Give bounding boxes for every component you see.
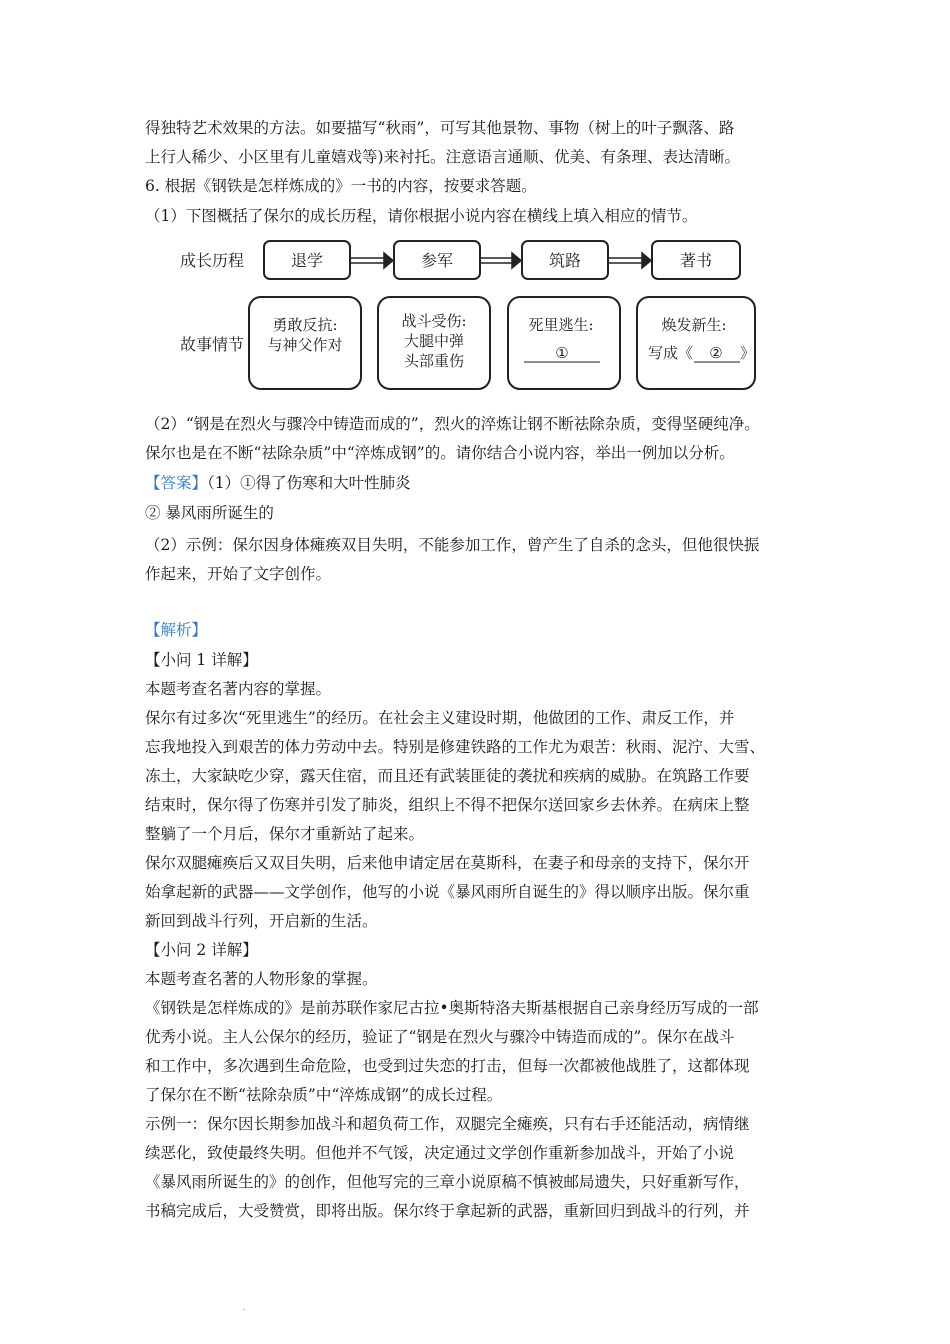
answer-text: （1）①得了伤寒和大叶性肺炎 bbox=[207, 474, 411, 492]
analysis-line: 保尔双腿瘫痪后又双目失明，后来他申请定居在莫斯科，在妻子和母亲的支持下，保尔开 bbox=[145, 854, 750, 872]
row-label-growth: 成长历程 bbox=[180, 251, 245, 270]
analysis-line: 本题考查名著的人物形象的掌握。 bbox=[145, 970, 378, 988]
answer-tag: 【答案】 bbox=[145, 474, 208, 492]
analysis-line: 结束时，保尔得了伤寒并引发了肺炎，组织上不得不把保尔送回家乡去休养。在病床上整 bbox=[145, 796, 750, 814]
plot-text: 勇敢反抗: bbox=[272, 316, 338, 334]
question-title: 6. 根据《钢铁是怎样炼成的》一书的内容，按要求答题。 bbox=[145, 177, 537, 195]
analysis-line: 优秀小说。主人公保尔的经历，验证了“钢是在烈火与骤冷中铸造而成的”。保尔在战斗 bbox=[145, 1028, 735, 1046]
analysis-line: 保尔有过多次“死里逃生”的经历。在社会主义建设时期，他做团的工作、肃反工作，并 bbox=[145, 709, 735, 727]
analysis-line: 示例一：保尔因长期参加战斗和超负荷工作，双腿完全瘫痪，只有右手还能活动，病情继 bbox=[145, 1115, 750, 1133]
analysis-line: 本题考查名著内容的掌握。 bbox=[145, 680, 332, 698]
analysis-line: 整躺了一个月后，保尔才重新站了起来。 bbox=[145, 825, 425, 843]
arrow-icon bbox=[480, 253, 521, 268]
analysis-line: 续恶化，致使最终失明。但他并不气馁，决定通过文学创作重新参加战斗，开始了小说 bbox=[145, 1144, 735, 1162]
analysis-line: 了保尔在不断“祛除杂质”中“淬炼成钢”的成长过程。 bbox=[145, 1086, 503, 1104]
plot-text: 大腿中弹 bbox=[403, 332, 465, 350]
text-line: 得独特艺术效果的方法。如要描写“秋雨”，可写其他景物、事物（树上的叶子飘落、路 bbox=[145, 119, 735, 137]
question-1: （1）下图概括了保尔的成长历程，请你根据小说内容在横线上填入相应的情节。 bbox=[145, 207, 698, 225]
analysis-line: 【小问 1 详解】 bbox=[145, 651, 258, 669]
answer-line: 作起来，开始了文字创作。 bbox=[145, 565, 332, 583]
row-label-plot: 故事情节 bbox=[180, 335, 245, 354]
analysis-line: 忘我地投入到艰苦的体力劳动中去。特别是修建铁路的工作尤为艰苦：秋雨、泥泞、大雪、 bbox=[145, 738, 766, 756]
plot-text: 焕发新生: bbox=[661, 316, 727, 334]
arrow-icon bbox=[608, 253, 651, 268]
plot-text: 战斗受伤: bbox=[401, 312, 467, 330]
plot-box bbox=[508, 297, 620, 389]
analysis-line: 冻土，大家缺吃少穿，露天住宿，而且还有武装匪徒的袭扰和疾病的威胁。在筑路工作要 bbox=[145, 767, 750, 785]
analysis-line: 《暴风雨所诞生的》的创作，但他写完的三章小说原稿不慎被邮局遗失，只好重新写作， bbox=[145, 1173, 750, 1191]
blank-2-label: ② bbox=[709, 344, 723, 362]
plot-text: 头部重伤 bbox=[403, 352, 465, 370]
plot-box bbox=[637, 297, 755, 389]
plot-text: 与神父作对 bbox=[267, 336, 343, 354]
arrow-icon bbox=[350, 253, 393, 268]
plot-text: 死里逃生: bbox=[528, 316, 594, 334]
answer-line bbox=[145, 473, 411, 493]
stage-label: 著书 bbox=[679, 251, 713, 270]
blank-1-label: ① bbox=[555, 344, 569, 362]
question-2: （2）“钢是在烈火与骤冷中铸造而成的”，烈火的淬炼让钢不断祛除杂质，变得坚硬纯净。 bbox=[145, 415, 760, 433]
growth-diagram bbox=[0, 0, 950, 420]
stage-label: 退学 bbox=[290, 251, 324, 270]
plot-text: 》 bbox=[740, 344, 756, 362]
analysis-line: 【小问 2 详解】 bbox=[145, 941, 258, 959]
text-line: 上行人稀少、小区里有儿童嬉戏等)来衬托。注意语言通顺、优美、有条理、表达清晰。 bbox=[145, 148, 741, 166]
analysis-line: 《钢铁是怎样炼成的》是前苏联作家尼古拉•奥斯特洛夫斯基根据自己亲身经历写成的一部 bbox=[145, 999, 759, 1017]
answer-line: ② 暴风雨所诞生的 bbox=[145, 504, 274, 522]
answer-line: （2）示例：保尔因身体瘫痪双目失明，不能参加工作，曾产生了自杀的念头，但他很快振 bbox=[145, 536, 760, 554]
stage-label: 参军 bbox=[420, 251, 454, 270]
analysis-line: 始拿起新的武器——文学创作，他写的小说《暴风雨所自诞生的》得以顺序出版。保尔重 bbox=[145, 883, 750, 901]
question-2: 保尔也是在不断“祛除杂质”中“淬炼成钢”的。请你结合小说内容，举出一例加以分析。 bbox=[145, 444, 735, 462]
analysis-line: 书稿完成后，大受赞赏，即将出版。保尔终于拿起新的武器，重新回归到战斗的行列，并 bbox=[145, 1202, 750, 1220]
analysis-line: 新回到战斗行列，开启新的生活。 bbox=[145, 912, 378, 930]
plot-text: 写成《 bbox=[648, 344, 694, 362]
footer-mark: . bbox=[243, 1303, 246, 1312]
analysis-line: 和工作中，多次遇到生命危险，也受到过失恋的打击，但每一次都被他战胜了，这都体现 bbox=[145, 1057, 750, 1075]
stage-label: 筑路 bbox=[548, 251, 582, 270]
analysis-tag: 【解析】 bbox=[145, 621, 208, 639]
